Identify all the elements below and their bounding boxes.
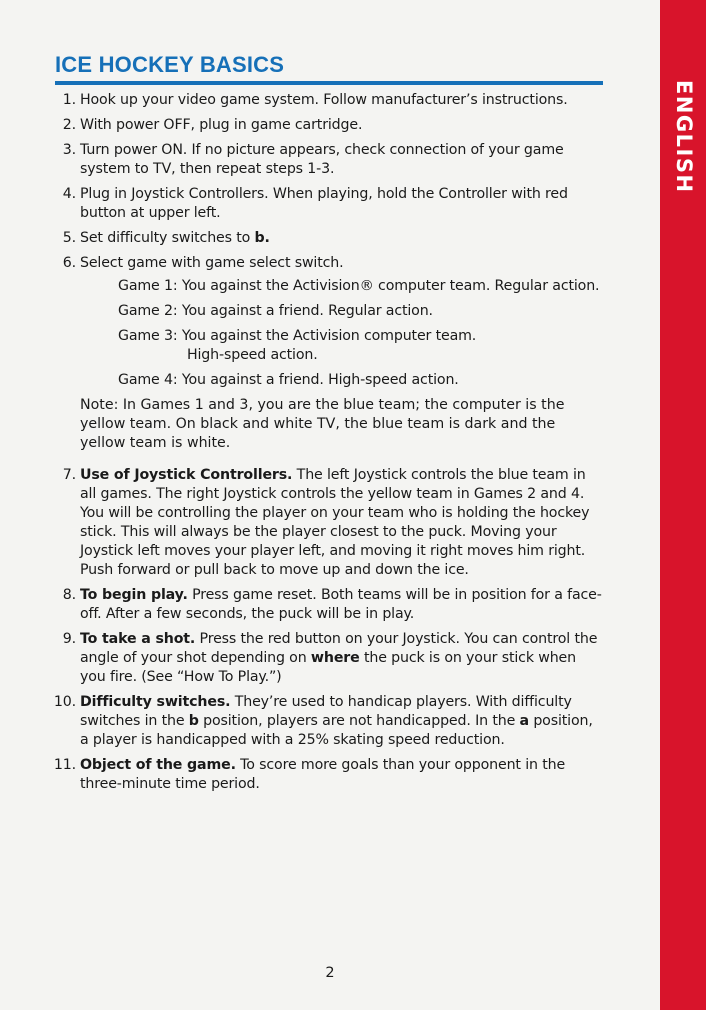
game-label: Game 3: bbox=[118, 328, 178, 344]
list-item bbox=[55, 630, 603, 687]
step-number: 8. bbox=[62, 587, 76, 603]
step-text: To score more goals than your opponent in the three-minute time period. bbox=[80, 757, 566, 792]
step-text: Hook up your video game system. Follow manufacturer’s instructions. bbox=[80, 92, 568, 108]
game-text: You against the Activision® computer team. Regular action. bbox=[181, 278, 600, 294]
language-label: ENGLISH bbox=[672, 80, 696, 194]
game-label: Game 4: bbox=[118, 372, 178, 388]
instructions-page bbox=[55, 52, 603, 800]
language-tab bbox=[660, 0, 706, 1010]
step-lead: Use of Joystick Controllers. bbox=[80, 467, 293, 483]
step-text: With power OFF, plug in game cartridge. bbox=[80, 117, 363, 133]
step-text: The left Joystick controls the blue team in all games. The right Joystick controls the yellow team in Games 2 and 4. You will be controlling the player on your team who is holding the hockey stick. This will always be the player closest to the puck. Moving your Joystick left moves your player left, and moving it right moves him right. Push forward or pull back to move up and down the ice. bbox=[80, 467, 590, 578]
list-item bbox=[55, 586, 603, 624]
game-item bbox=[118, 371, 603, 390]
step-number: 5. bbox=[62, 230, 76, 246]
step-number: 3. bbox=[62, 142, 76, 158]
page-title: ICE HOCKEY BASICS bbox=[55, 52, 603, 85]
game-item bbox=[118, 277, 603, 296]
list-item bbox=[55, 91, 603, 110]
list-item bbox=[55, 254, 603, 390]
steps-list-continued bbox=[55, 466, 603, 794]
step-number: 9. bbox=[62, 631, 76, 647]
step-lead: Object of the game. bbox=[80, 757, 236, 773]
game-item bbox=[118, 327, 603, 365]
game-item bbox=[118, 302, 603, 321]
list-item bbox=[55, 141, 603, 179]
step-text: Turn power ON. If no picture appears, check connection of your game system to TV, then repeat steps 1-3. bbox=[80, 142, 564, 177]
game-label: Game 1: bbox=[118, 278, 178, 294]
steps-list bbox=[55, 91, 603, 390]
step-bold-text: b bbox=[188, 713, 199, 729]
step-text: Press the red button on your Joystick. You can control the angle of your shot depending on bbox=[80, 631, 598, 666]
game-text: You against a friend. Regular action. bbox=[181, 303, 433, 319]
step-text: Plug in Joystick Controllers. When playing, hold the Controller with red button at upper left. bbox=[80, 186, 568, 221]
list-item bbox=[55, 185, 603, 223]
step-text: They’re used to handicap players. With difficulty switches in the bbox=[80, 694, 572, 729]
game-list bbox=[118, 277, 603, 390]
step-number: 4. bbox=[62, 186, 76, 202]
game-text: You against a friend. High-speed action. bbox=[181, 372, 459, 388]
step-number: 2. bbox=[62, 117, 76, 133]
step-text: Set difficulty switches to bbox=[80, 230, 255, 246]
step-lead: To take a shot. bbox=[80, 631, 196, 647]
list-item bbox=[55, 116, 603, 135]
step-text: position, a player is handicapped with a 25% skating speed reduction. bbox=[80, 713, 593, 748]
step-bold-text: a bbox=[519, 713, 529, 729]
list-item bbox=[55, 693, 603, 750]
step-lead: Difficulty switches. bbox=[80, 694, 231, 710]
step-number: 11. bbox=[53, 757, 76, 773]
step-lead: To begin play. bbox=[80, 587, 188, 603]
game-text-continued: High-speed action. bbox=[187, 347, 318, 363]
step-number: 7. bbox=[62, 467, 76, 483]
step-number: 6. bbox=[62, 255, 76, 271]
step-text: Select game with game select switch. bbox=[80, 255, 344, 271]
step-number: 10. bbox=[53, 694, 76, 710]
game-text: You against the Activision computer team. bbox=[181, 328, 477, 344]
list-item bbox=[55, 756, 603, 794]
step-text: the puck is on your stick when you fire. (See “How To Play.”) bbox=[80, 650, 576, 685]
list-item bbox=[55, 229, 603, 248]
game-note: Note: In Games 1 and 3, you are the blue team; the computer is the yellow team. On black and white TV, the blue team is dark and the yellow team is white. bbox=[80, 397, 565, 451]
step-text: Press game reset. Both teams will be in position for a face-off. After a few seconds, the puck will be in play. bbox=[80, 587, 602, 622]
step-bold-text: b. bbox=[254, 230, 270, 246]
page-number: 2 bbox=[325, 965, 335, 981]
game-label: Game 2: bbox=[118, 303, 178, 319]
step-text: position, players are not handicapped. In the bbox=[198, 713, 520, 729]
step-bold-text: where bbox=[310, 650, 360, 666]
list-item bbox=[55, 466, 603, 580]
step-number: 1. bbox=[62, 92, 76, 108]
